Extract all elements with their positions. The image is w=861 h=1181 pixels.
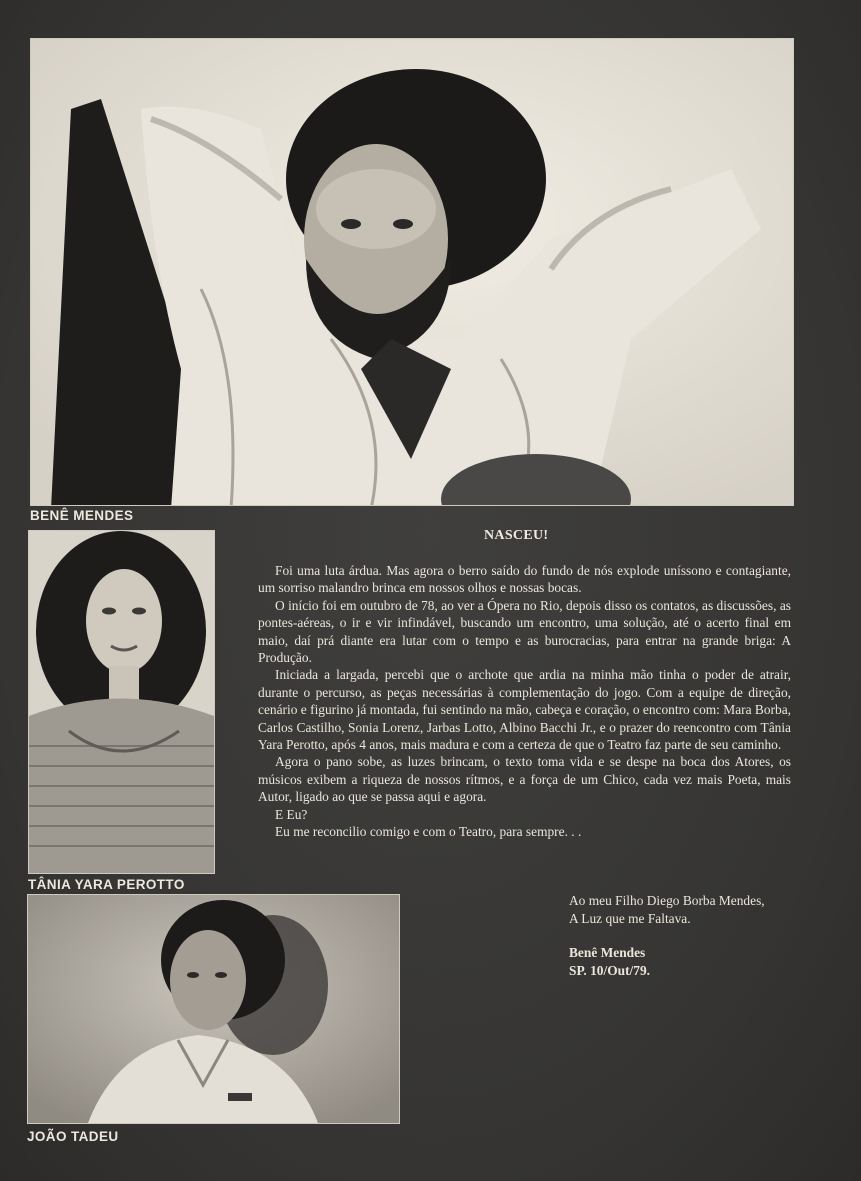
photo-joao-tadeu [27, 894, 400, 1124]
article-title: NASCEU! [484, 528, 549, 543]
article-paragraph: Eu me reconcilio comigo e com o Teatro, para sempre. . . [275, 824, 582, 840]
dedication-line: A Luz que me Faltava. [569, 911, 691, 926]
dedication-line: Ao meu Filho Diego Borba Mendes, [569, 893, 765, 908]
caption-photo-bene-mendes: BENÊ MENDES [30, 508, 134, 523]
article-body [258, 562, 791, 841]
article-paragraph: Agora o pano sobe, as luzes brincam, o texto toma vida e se despe na boca dos Atores, os músicos exibem a riqueza de nossos rítmos, e a força de um Chico, cada vez mais Poeta, mais Autor, ligado ao que se passa aqui e agora. [258, 754, 791, 805]
photo-tania-yara-perotto [28, 530, 215, 874]
dedication [569, 892, 765, 928]
article-paragraph: Foi uma luta árdua. Mas agora o berro saído do fundo de nós explode uníssono e contagiante, um sorriso malandro brinca em nossos olhos e nossas bocas. [258, 563, 791, 596]
signature [569, 944, 650, 980]
caption-photo-joao-tadeu: JOÃO TADEU [27, 1129, 119, 1144]
signature-date: SP. 10/Out/79. [569, 963, 650, 978]
signature-name: Benê Mendes [569, 945, 646, 960]
article-paragraph: O início foi em outubro de 78, ao ver a Ópera no Rio, depois disso os contatos, as discussões, as pontes-aéreas, o ir e vir infindável, buscando um encontro, uma solução, até o acerto final em maio, daí prá diante era lutar com o tempo e as burocracias, para entrar na grande briga: A Produção. [258, 597, 791, 666]
article-paragraph: Iniciada a largada, percebi que o archote que ardia na minha mão tinha o poder de atrair, durante o percurso, as peças necessárias à complementação do jogo. Com a equipe de direção, cenário e figurino já montada, fui sentindo na mão, cabeça e coração, o encontro com: Mara Borba, Carlos Castilho, Sonia Lorenz, Jarbas Lotto, Albino Bacchi Jr., e o prazer do reencontro com Tânia Yara Perotto, após 4 anos, mais madura e com a certeza de que o Teatro faz parte de seu caminho. [258, 667, 791, 753]
photo-bene-mendes [30, 38, 794, 506]
caption-photo-tania-yara-perotto: TÂNIA YARA PEROTTO [28, 877, 185, 892]
article-paragraph: E Eu? [275, 806, 308, 822]
